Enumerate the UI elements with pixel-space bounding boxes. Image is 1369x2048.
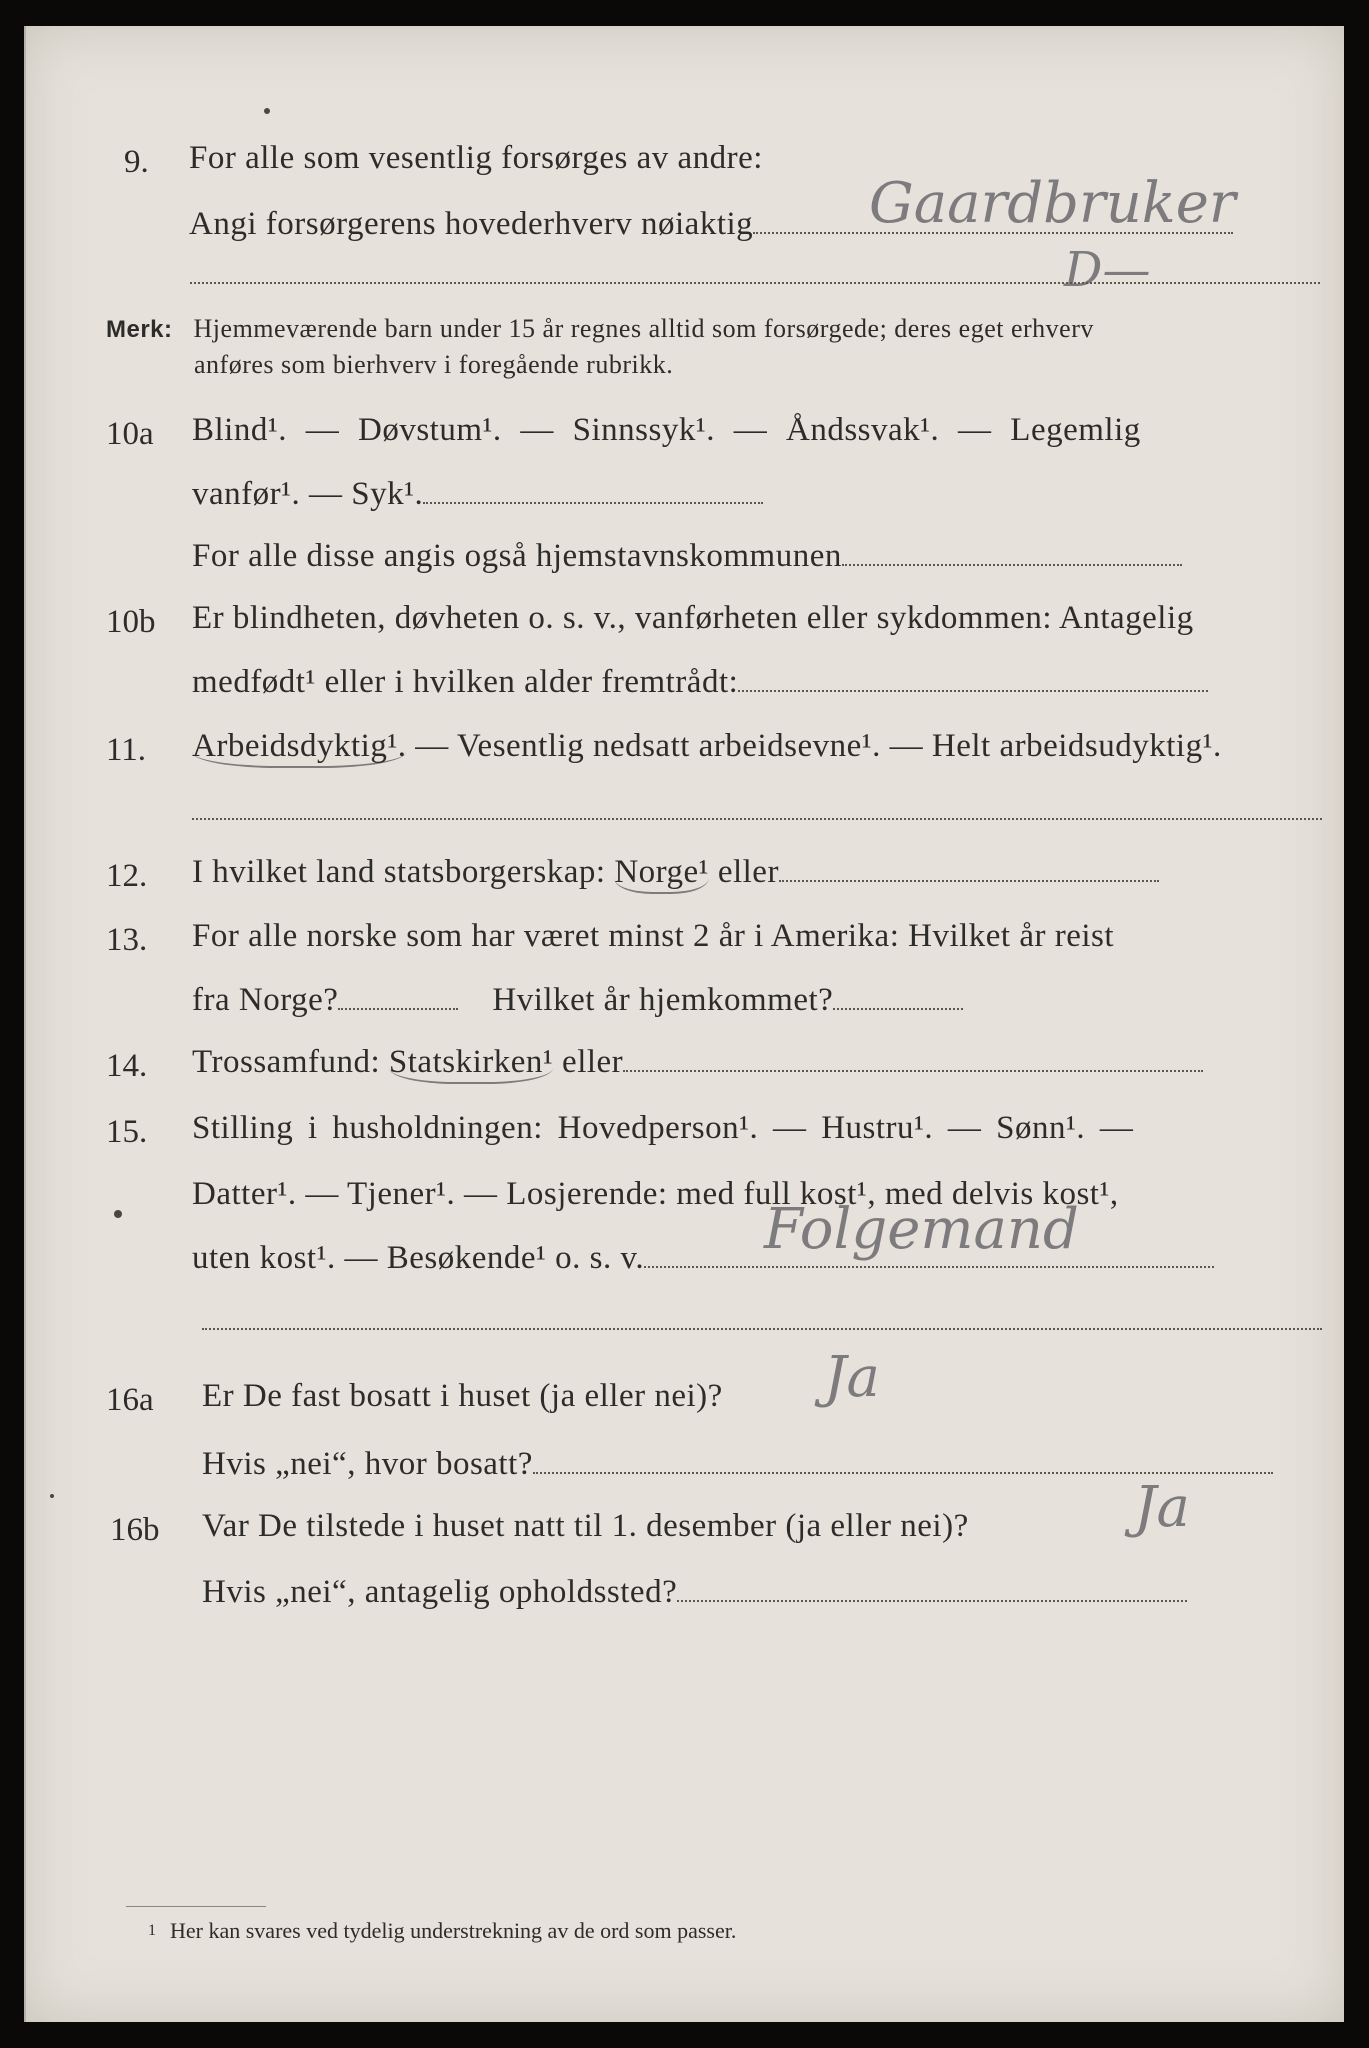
merk-text-line2: anføres som bierhverv i foregående rubrikk. bbox=[194, 350, 674, 379]
q16a-handwritten-answer: Ja bbox=[824, 1345, 880, 1410]
q14-answer-field[interactable] bbox=[623, 1069, 1203, 1072]
question-number-9: 9. bbox=[124, 144, 149, 180]
q10b-line2-label: medfødt¹ eller i hvilken alder fremtrådt: bbox=[192, 664, 739, 700]
q10b-line2 bbox=[192, 662, 1208, 702]
q15-line2: Datter¹. — Tjener¹. — Losjerende: med full kost¹, med delvis kost¹, bbox=[192, 1176, 1119, 1212]
q12-answer-field[interactable] bbox=[779, 879, 1159, 882]
q16a-bosatt-field[interactable] bbox=[533, 1471, 1273, 1474]
q14-label-post: eller bbox=[553, 1044, 624, 1080]
census-form-page bbox=[24, 26, 1344, 2022]
q10a-hjemstavn-field[interactable] bbox=[842, 563, 1182, 566]
q10a-line1: Blind¹. — Døvstum¹. — Sinnssyk¹. — Åndssvak¹. — Legemlig bbox=[192, 412, 1141, 448]
q9-handwritten-answer: Gaardbruker bbox=[869, 171, 1236, 236]
q9-line1: For alle som vesentlig forsørges av andre: bbox=[189, 140, 763, 176]
q16a-line2-label: Hvis „nei“, hvor bosatt? bbox=[202, 1446, 533, 1482]
q15-line3-label: uten kost¹. — Besøkende¹ o. s. v. bbox=[192, 1240, 645, 1276]
q16b-line2 bbox=[202, 1572, 1187, 1612]
q15-answer-field[interactable] bbox=[644, 1265, 1214, 1268]
q11-option-arbeidsdyktig[interactable]: Arbeidsdyktig¹. bbox=[192, 728, 406, 768]
q13-line1: For alle norske som har været minst 2 år i Amerika: Hvilket år reist bbox=[192, 918, 1115, 954]
q16b-line1: Var De tilstede i huset natt til 1. desember (ja eller nei)? bbox=[202, 1508, 969, 1544]
q13-hjemkommet-field[interactable] bbox=[833, 1007, 963, 1010]
q10a-answer-field[interactable] bbox=[423, 501, 763, 504]
page-edge bbox=[24, 26, 26, 2022]
merk-note-line1 bbox=[106, 312, 1094, 347]
q12-line bbox=[192, 852, 1159, 892]
question-number-12: 12. bbox=[106, 858, 148, 894]
q12-option-norge[interactable]: Norge¹ bbox=[614, 854, 709, 894]
footnote-text: Her kan svares ved tydelig understrekning av de ord som passer. bbox=[170, 1918, 737, 1943]
q14-option-statskirken[interactable]: Statskirken¹ bbox=[389, 1044, 553, 1084]
footnote-rule bbox=[126, 1906, 266, 1907]
q16a-line1: Er De fast bosatt i huset (ja eller nei)? bbox=[202, 1378, 723, 1414]
q12-label-post: eller bbox=[709, 854, 779, 890]
q9-handwritten-ditto: D— bbox=[1064, 242, 1151, 298]
q10a-line3 bbox=[192, 536, 1182, 576]
q16b-handwritten-answer: Ja bbox=[1134, 1475, 1190, 1540]
q10b-line1: Er blindheten, døvheten o. s. v., vanførheten eller sykdommen: Antagelig bbox=[192, 600, 1194, 636]
footnote-mark: 1 bbox=[148, 1922, 156, 1939]
merk-label: Merk: bbox=[106, 316, 173, 343]
q15-line1: Stilling i husholdningen: Hovedperson¹. — Hustru¹. — Sønn¹. — bbox=[192, 1110, 1134, 1146]
q11-options-rest: — Vesentlig nedsatt arbeidsevne¹. — Helt arbeidsudyktig¹. bbox=[406, 728, 1222, 764]
q14-label: Trossamfund: bbox=[192, 1044, 389, 1080]
q13-line2 bbox=[192, 980, 963, 1020]
q13-reist-field[interactable] bbox=[338, 1007, 458, 1010]
q9-answer-line2[interactable] bbox=[190, 282, 1320, 284]
q15-handwritten-answer: Folgemand bbox=[764, 1197, 1079, 1262]
q12-label: I hvilket land statsborgerskap: bbox=[192, 854, 615, 890]
q16b-line2-label: Hvis „nei“, antagelig opholdssted? bbox=[202, 1574, 678, 1610]
q9-line2-label: Angi forsørgerens hovederhverv nøiaktig bbox=[189, 206, 754, 242]
question-number-16a: 16a bbox=[106, 1382, 154, 1418]
question-number-11: 11. bbox=[106, 732, 147, 768]
ink-spot bbox=[264, 108, 270, 114]
question-number-13: 13. bbox=[106, 922, 148, 958]
q10a-line2 bbox=[192, 474, 763, 514]
question-number-10b: 10b bbox=[106, 604, 156, 640]
q15-answer-line2[interactable] bbox=[202, 1328, 1322, 1330]
q10a-line3-label: For alle disse angis også hjemstavnskommunen bbox=[192, 538, 842, 574]
question-number-14: 14. bbox=[106, 1048, 148, 1084]
footnote bbox=[148, 1917, 736, 1945]
question-number-15: 15. bbox=[106, 1114, 148, 1150]
q10a-line2-label: vanfør¹. — Syk¹. bbox=[192, 476, 424, 512]
q10b-answer-field[interactable] bbox=[738, 689, 1208, 692]
question-number-16b: 16b bbox=[110, 1512, 160, 1548]
q11-line bbox=[192, 726, 1222, 766]
q16b-opholdssted-field[interactable] bbox=[677, 1599, 1187, 1602]
q13-reist-label: fra Norge? bbox=[192, 982, 339, 1018]
ink-spot bbox=[114, 1210, 122, 1218]
q14-line bbox=[192, 1042, 1203, 1082]
q13-hjemkommet-label: Hvilket år hjemkommet? bbox=[492, 982, 834, 1018]
question-number-10a: 10a bbox=[106, 416, 154, 452]
q11-answer-line[interactable] bbox=[192, 818, 1322, 820]
ink-spot bbox=[50, 1494, 54, 1498]
merk-text-line1: Hjemmeværende barn under 15 år regnes alltid som forsørgede; deres eget erhverv bbox=[193, 314, 1094, 343]
q16a-line2 bbox=[202, 1444, 1273, 1484]
